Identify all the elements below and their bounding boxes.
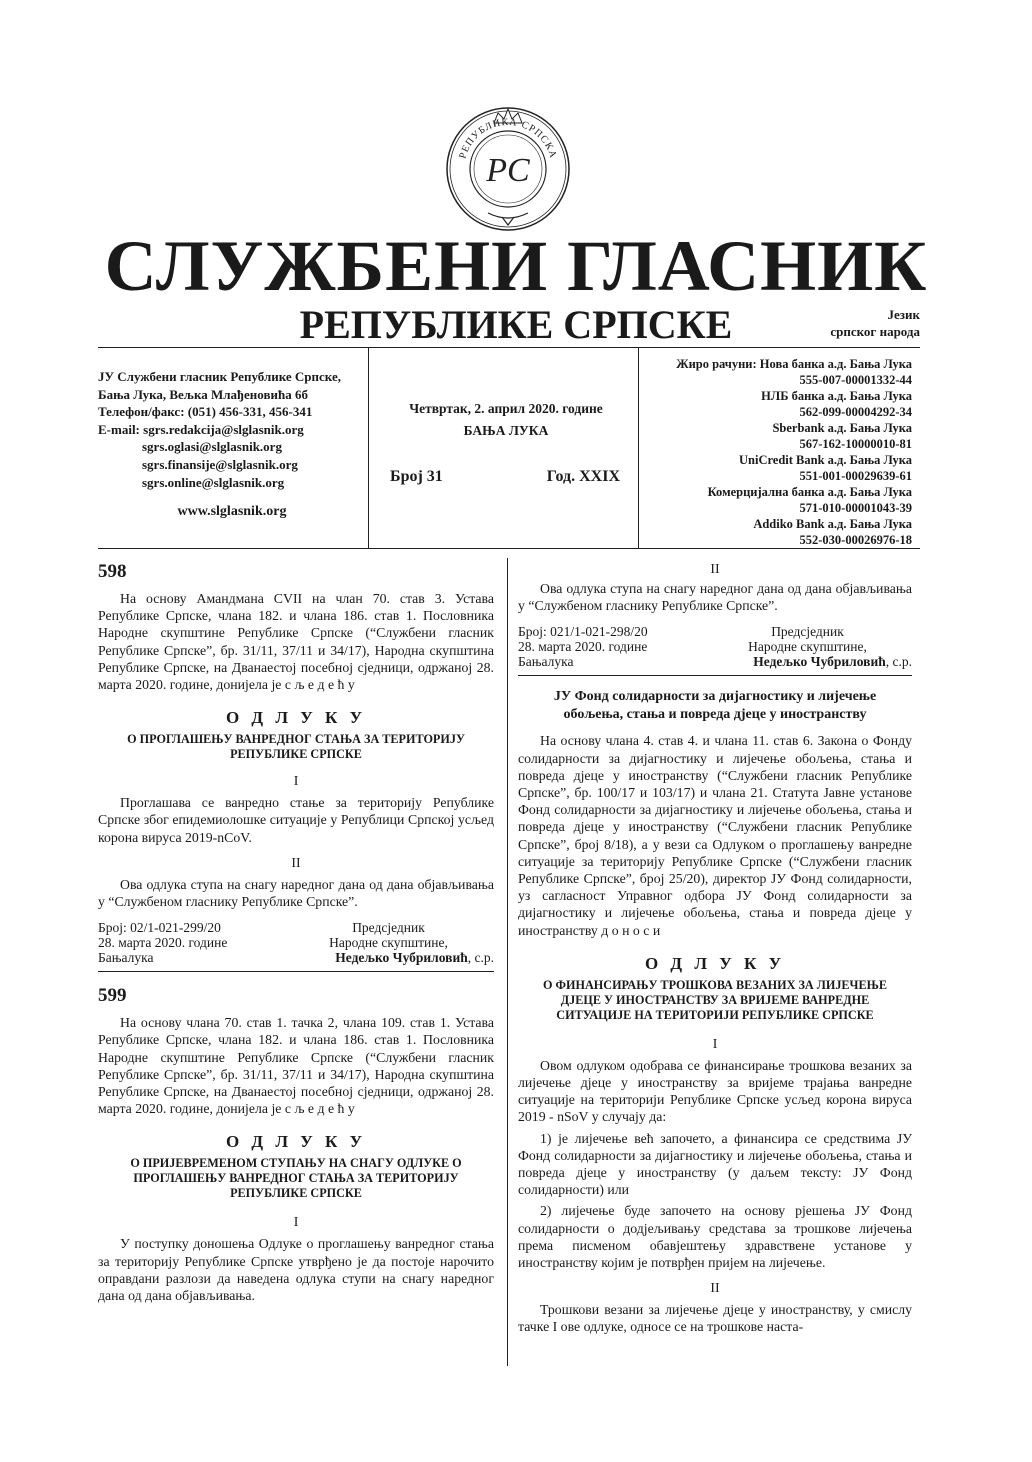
seal-text: РЕПУБЛИКА СРПСКА [457, 116, 559, 160]
publisher-website-link[interactable]: www.slglasnik.org [177, 504, 287, 520]
header-divider-1 [368, 348, 369, 548]
seal-monogram: РС [486, 152, 530, 189]
masthead-title: СЛУЖБЕНИ ГЛАСНИК [104, 226, 928, 306]
sig-suffix: , с.р. [467, 950, 494, 966]
account-number: 552-030-00026976-18 [799, 533, 912, 547]
right-column [518, 560, 912, 1336]
issue-info [376, 398, 636, 488]
issue-city: БАЊА ЛУКА [463, 423, 549, 438]
fund-text-2: Трошкови везани за лијечење дјеце у иностранству, у смислу тачке I ове одлуке, односе се на трошкове наста- [518, 1302, 912, 1335]
header-rule-top [98, 347, 920, 348]
language-line-2: српског народа [830, 324, 920, 339]
publisher-email[interactable]: sgrs.oglasi@slglasnik.org [142, 439, 282, 455]
account-bank: Комерцијална банка а.д. Бања Лука [707, 485, 912, 499]
act-598-heading: О Д Л У К У [225, 708, 367, 728]
act-598-article-1: I [293, 773, 299, 789]
act-598-intro: На основу Амандмана CVII на члан 70. став 3. Устава Републике Српске, члана 182. и члана 186. став 1. Пословника Народне скупштине Републике Српске (“Службени гласник Републике Српске”, бр. 31/11, 37/11 и 34/17), Народна скупштина Републике Српске, на Дванаестој посебној сједници, одржаној 28. марта 2020. године, донијела је с љ е д е ћ у [98, 591, 494, 693]
act-599-text-1: У поступку доношења Одлуке о проглашењу ванредног стања за територију Републике Српске утврђено је да постоје нарочито оправдани разлози да наведена одлука ступи на снагу наредног дана од дана објављивања. [98, 1236, 494, 1304]
fund-item-2: 2) лијечење буде започето на основу рјешења ЈУ Фонд солидарности о додјељивању средстава за трошкове лијечења према писменом обавјештењу здравствене установе у иностранству којим је потврђен пријем на лијечење. [518, 1203, 912, 1271]
fund-heading: ЈУ Фонд солидарности за дијагностику и лијечење обољења, стања и повреда дјеце у иностранству [553, 689, 877, 723]
account-bank: Sberbank а.д. Бања Лука [772, 421, 912, 435]
issue-year: Год. XXIX [546, 468, 620, 485]
issue-number: Број 31 [390, 468, 443, 485]
sig-place: Бањалука [518, 654, 574, 670]
sig-suffix: , с.р. [885, 654, 912, 670]
fund-text-1: Овом одлуком одобрава се финансирање трошкова везаних за лијечење дјеце у иностранству за вријеме трајања ванредне ситуације на територији Републике Српске усљед корона вируса 2019 - nSoV у случају да: [518, 1057, 912, 1125]
fund-subtitle: О ФИНАНСИРАЊУ ТРОШКОВА ВЕЗАНИХ ЗА ЛИЈЕЧЕЊЕ ДЈЕЦЕ У ИНОСТРАНСТВУ ЗА ВРИЈЕМЕ ВАНРЕДНЕ СИТУАЦИЈЕ НА ТЕРИТОРИЈИ РЕПУБЛИКЕ СРПСКЕ [543, 977, 887, 1022]
publisher-email[interactable]: sgrs.finansije@slglasnik.org [142, 456, 298, 472]
fund-odluka-heading: О Д Л У К У [644, 953, 786, 973]
sig-role: Предсједник [352, 920, 425, 936]
fund-article-2: II [710, 1280, 720, 1296]
account-number: 571-010-00001043-39 [799, 501, 912, 515]
act-598-subtitle: О ПРОГЛАШЕЊУ ВАНРЕДНОГ СТАЊА ЗА ТЕРИТОРИЈУ РЕПУБЛИКЕ СРПСКЕ [127, 732, 465, 762]
sig-number: Број: 02/1-021-299/20 [98, 920, 221, 936]
cont-text-2: Ова одлука ступа на снагу наредног дана од дана објављивања у “Службеном гласнику Републике Српске”. [518, 581, 912, 614]
account-bank: Жиро рачуни: Нова банка а.д. Бања Лука [676, 357, 912, 371]
section-rule [518, 675, 912, 676]
cont-article-2: II [710, 561, 720, 576]
fund-article-1: I [712, 1035, 718, 1051]
sig-name: Недељко Чубриловић [335, 950, 468, 966]
act-599-article-1: I [293, 1214, 299, 1230]
sig-name: Недељко Чубриловић [753, 654, 886, 670]
act-599-intro: На основу члана 70. став 1. тачка 2, члана 109. став 1. Устава Републике Српске, члана 182. и члана 186. став 1. Пословника Народне скупштине Републике Српске (“Службени гласник Републике Српске”, бр. 31/11, 37/11 и 34/17), Народна скупштина Републике Српске, на Дванаестој посебној сједници, одржаној 28. марта 2020. године, донијела је с љ е д е ћ у [98, 1015, 494, 1117]
fund-intro: На основу члана 4. став 4. и члана 11. став 6. Закона о Фонду солидарности за дијагностику и лијечење обољења, стања и повреда дјеце у иностранству (“Службени гласник Републике Српске”, бр. 100/17 и 103/17) и члана 21. Статута Јавне установе Фонд солидарности за дијагностику и лијечење обољења, стања и повреда дјеце у иностранству (“Службени гласник Републике Српске”, број 8/18), а у вези са Одлуком о проглашењу ванредне ситуације за територију Републике Српске (“Службени гласник Републике Српске”, број 25/20), директор ЈУ Фонд солидарности, уз сагласност Управног одбора ЈУ Фонд солидарности за дијагностику и лијечење обољења, стања и повреда дјеце у иностранству д о н о с и [518, 733, 912, 938]
coat-of-arms-seal [444, 105, 572, 233]
act-598-article-2: II [291, 854, 301, 870]
act-598-text-2: Ова одлука ступа на снагу наредног дана од дана објављивања у “Службеном гласнику Републике Српске”. [98, 876, 494, 910]
act-number-599: 599 [98, 985, 127, 1007]
cont-signature [518, 624, 912, 669]
sig-number: Број: 021/1-021-298/20 [518, 624, 648, 640]
sig-date: 28. марта 2020. године [518, 639, 648, 655]
publisher-line: Телефон/факс: (051) 456-331, 456-341 [98, 404, 313, 420]
account-number: 555-007-00001332-44 [799, 373, 912, 387]
sig-place: Бањалука [98, 950, 154, 966]
language-line-1: Језик [887, 307, 920, 322]
act-number-598: 598 [98, 561, 127, 582]
masthead-subtitle: РЕПУБЛИКЕ СРПСКЕ [299, 302, 733, 347]
account-number: 567-162-10000010-81 [799, 437, 912, 451]
act-598-text-1: Проглашава се ванредно стање за територију Републике Српске због епидемиолошке ситуације у Републици Српској усљед корона вируса 2019-nCoV. [98, 795, 494, 845]
account-bank: Addiko Bank а.д. Бања Лука [753, 517, 912, 531]
header-divider-2 [638, 348, 639, 548]
account-number: 551-001-00029639-61 [799, 469, 912, 483]
sig-date: 28. марта 2020. године [98, 935, 228, 951]
fund-item-1: 1) је лијечење већ започето, а финансира се средствима ЈУ Фонд солидарности за дијагностику и лијечење обољења, стања и повреда дјеце у иностранству (у даљем тексту: ЈУ Фонд солидарности) или [518, 1130, 912, 1198]
header-rule-bottom [98, 548, 920, 549]
account-bank: UniCredit Bank а.д. Бања Лука [739, 453, 912, 467]
act-599-subtitle: О ПРИЈЕВРЕМЕНОМ СТУПАЊУ НА СНАГУ ОДЛУКЕ О ПРОГЛАШЕЊУ ВАНРЕДНОГ СТАЊА ЗА ТЕРИТОРИЈУ РЕПУБЛИКЕ СРПСКЕ [130, 1156, 462, 1201]
act-598-signature [98, 920, 494, 965]
section-rule [98, 971, 494, 972]
issue-date: Четвртак, 2. април 2020. године [409, 401, 603, 416]
account-bank: НЛБ банка а.д. Бања Лука [761, 389, 912, 403]
account-number: 562-099-00004292-34 [799, 405, 912, 419]
publisher-line: Бања Лука, Вељка Млађеновића 6б [98, 386, 308, 402]
language-note [796, 306, 920, 340]
publisher-email[interactable]: sgrs.online@slglasnik.org [142, 474, 285, 490]
sig-role: Предсједник [771, 624, 844, 640]
column-divider [507, 558, 508, 1366]
act-599-heading: О Д Л У К У [225, 1132, 367, 1152]
bank-accounts [640, 356, 912, 548]
sig-role: Народне скупштине, [748, 639, 867, 655]
sig-role: Народне скупштине, [329, 935, 448, 951]
publisher-info [98, 368, 366, 521]
publisher-email-main[interactable]: E-mail: sgrs.redakcija@slglasnik.org [98, 421, 304, 437]
left-column [98, 560, 494, 1304]
publisher-line: ЈУ Службени гласник Републике Српске, [98, 369, 341, 384]
